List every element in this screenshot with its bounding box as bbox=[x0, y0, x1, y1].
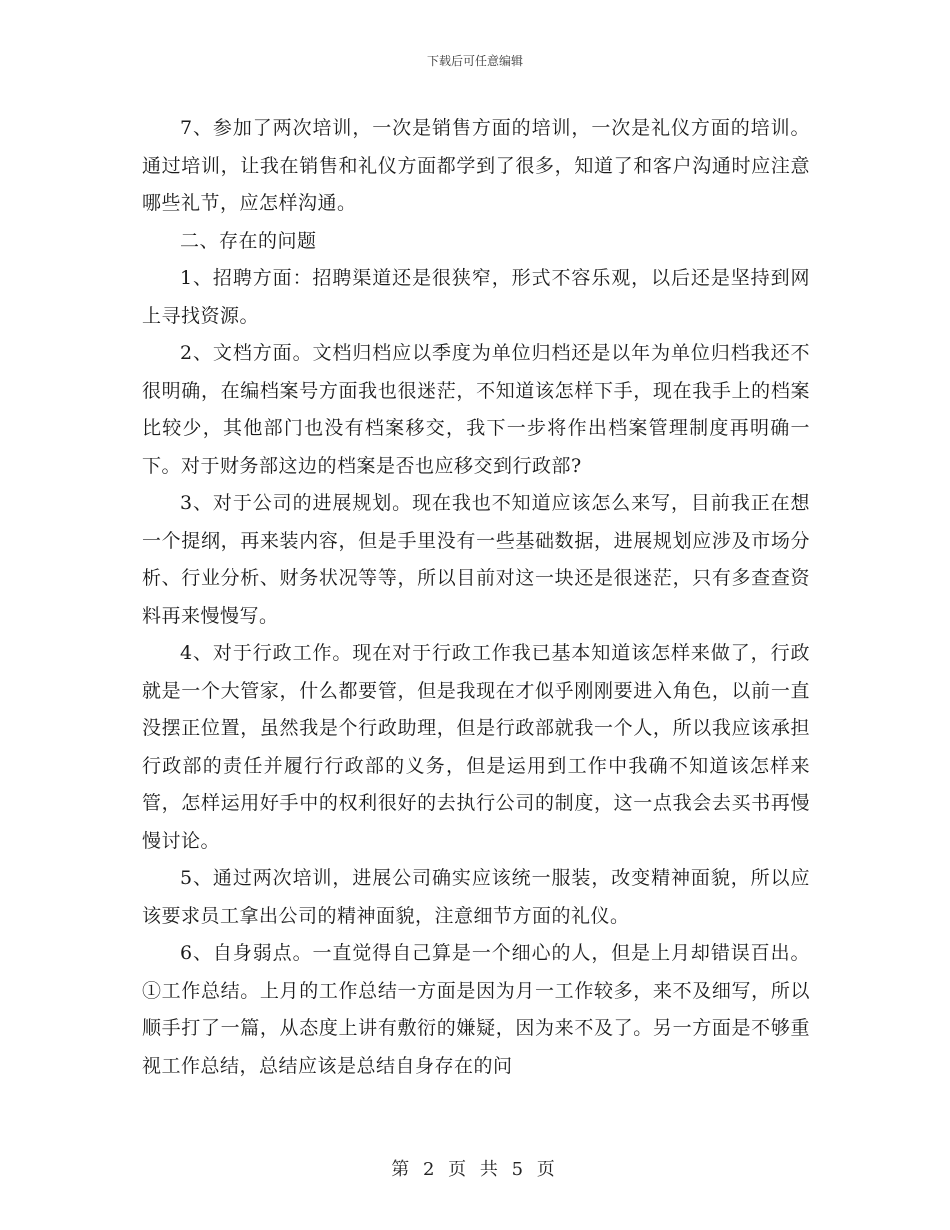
page-number: 第 2 页 共 5 页 bbox=[391, 1159, 559, 1180]
page-header: 下载后可任意编辑 bbox=[426, 54, 523, 68]
paragraph-recruitment: 1、招聘方面：招聘渠道还是很狭窄，形式不容乐观，以后还是坚持到网上寻找资源。 bbox=[142, 267, 810, 327]
document-body bbox=[142, 110, 810, 1085]
paragraph-development-plan: 3、对于公司的进展规划。现在我也不知道应该怎么来写，目前我正在想一个提纲，再来装内容，但是手里没有一些基础数据，进展规划应涉及市场分析、行业分析、财务状况等等，所以目前对这一块还是很迷茫，只有多查查资料再来慢慢写。 bbox=[142, 492, 810, 627]
paragraph-admin-work: 4、对于行政工作。现在对于行政工作我已基本知道该怎样来做了，行政就是一个大管家，什么都要管，但是我现在才似乎刚刚要进入角色，以前一直没摆正位置，虽然我是个行政助理，但是行政部就我一个人，所以我应该承担行政部的责任并履行行政部的义务，但是运用到工作中我确不知道该怎样来管，怎样运用好手中的权利很好的去执行公司的制度，这一点我会去买书再慢慢讨论。 bbox=[142, 642, 810, 852]
paragraph-documents: 2、文档方面。文档归档应以季度为单位归档还是以年为单位归档我还不很明确，在编档案号方面我也很迷茫，不知道该怎样下手，现在我手上的档案比较少，其他部门也没有档案移交，我下一步将作出档案管理制度再明确一下。对于财务部这边的档案是否也应移交到行政部? bbox=[142, 342, 810, 477]
section-heading-problems: 二、存在的问题 bbox=[180, 229, 317, 252]
paragraph-weakness: 6、自身弱点。一直觉得自己算是一个细心的人，但是上月却错误百出。①工作总结。上月的工作总结一方面是因为月一工作较多，来不及细写，所以顺手打了一篇，从态度上讲有敷衍的嫌疑，因为来不及了。另一方面是不够重视工作总结，总结应该是总结自身存在的问 bbox=[142, 942, 810, 1077]
paragraph-item-7: 7、参加了两次培训，一次是销售方面的培训，一次是礼仪方面的培训。通过培训，让我在销售和礼仪方面都学到了很多，知道了和客户沟通时应注意哪些礼节，应怎样沟通。 bbox=[142, 117, 810, 214]
paragraph-training: 5、通过两次培训，进展公司确实应该统一服装，改变精神面貌，所以应该要求员工拿出公司的精神面貌，注意细节方面的礼仪。 bbox=[142, 867, 810, 927]
